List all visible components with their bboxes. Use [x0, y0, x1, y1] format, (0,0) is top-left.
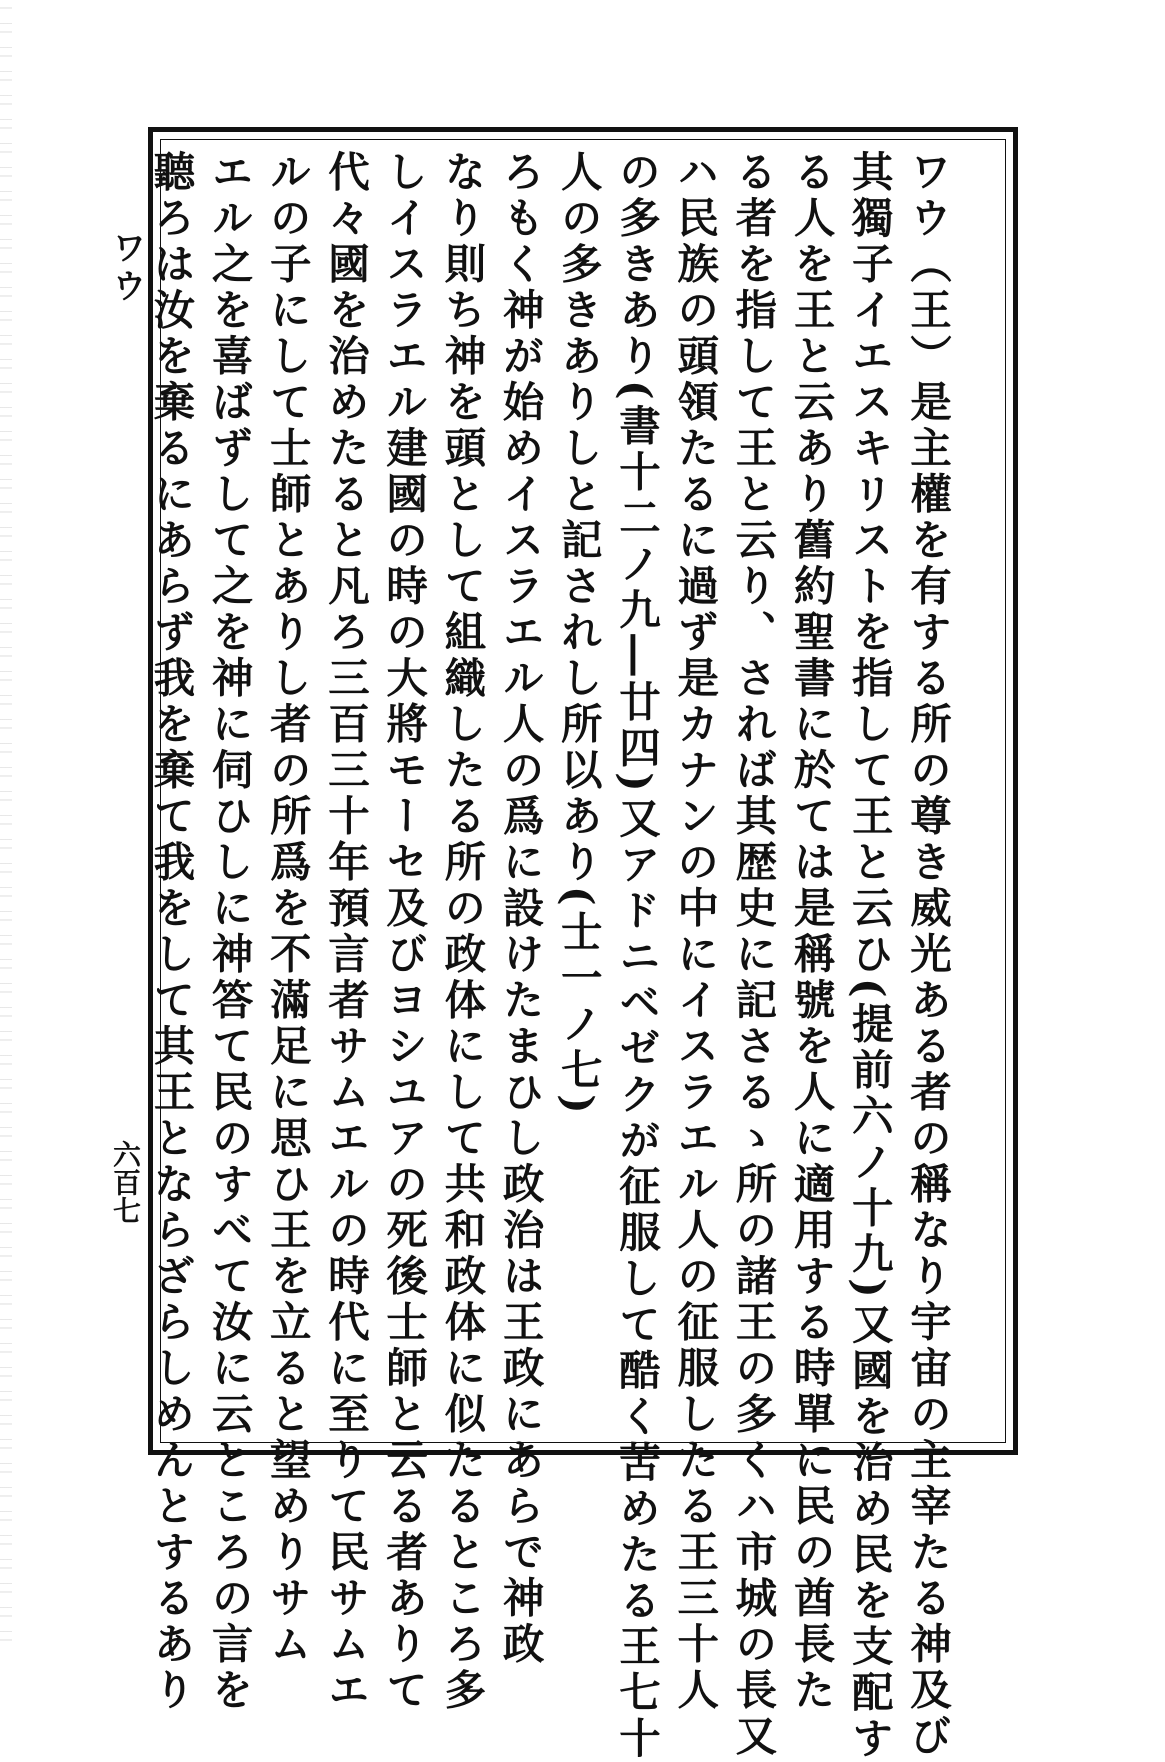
text-column: ルの子にして士師とありし者の所爲を不滿足に思ひ王を立ると望めりサム: [262, 150, 312, 1668]
text-column: しイスラエル建國の時の大將モーセ及びヨシユアの死後士師と云る者ありて: [379, 150, 429, 1714]
text-column: ろもく神が始めイスラエル人の爲に設けたまひし政治は王政にあらで神政: [495, 150, 545, 1668]
text-column: 代々國を治めたると凡ろ三百三十年預言者サムエルの時代に至りて民サムエ: [320, 150, 370, 1714]
text-column: 其獨子イエスキリストを指して王と云ひ(提前六ノ十九)又國を治め民を支配す: [844, 150, 894, 1762]
text-column: エル之を喜ばずして之を神に伺ひしに神答て民のすべて汝に云ところの言を: [204, 150, 254, 1714]
page-number: 六百七: [109, 1140, 142, 1224]
text-column: る者を指して王と云り、されば其歴史に記さるゝ所の諸王の多くハ市城の長又: [728, 150, 778, 1760]
scan-edge: [0, 0, 12, 1653]
running-head: ワウ: [106, 230, 146, 306]
text-column: の多きあり(書十二ノ九―廿四)又アドニベゼクが征服して酷く苦めたる王七十: [611, 150, 661, 1762]
text-column: 人の多きありしと記されし所以あり(士一ノ七): [553, 150, 603, 1119]
text-column: なり則ち神を頭として組織したる所の政体にして共和政体に似たるところ多: [437, 150, 487, 1714]
text-column: ハ民族の頭領たるに過ず是カナンの中にイスラエル人の征服したる王三十人: [670, 150, 720, 1714]
text-column: る人を王と云あり舊約聖書に於ては是稱號を人に適用する時單に民の酋長た: [786, 150, 836, 1714]
text-column: 聽ろは汝を棄るにあらず我を棄て我をして其王とならざらしめんとするあり: [146, 150, 196, 1714]
body-text: [146, 150, 956, 1762]
text-column: ワウ（王）是主權を有する所の尊き威光ある者の稱なり宇宙の主宰たる神及び: [903, 150, 952, 1760]
